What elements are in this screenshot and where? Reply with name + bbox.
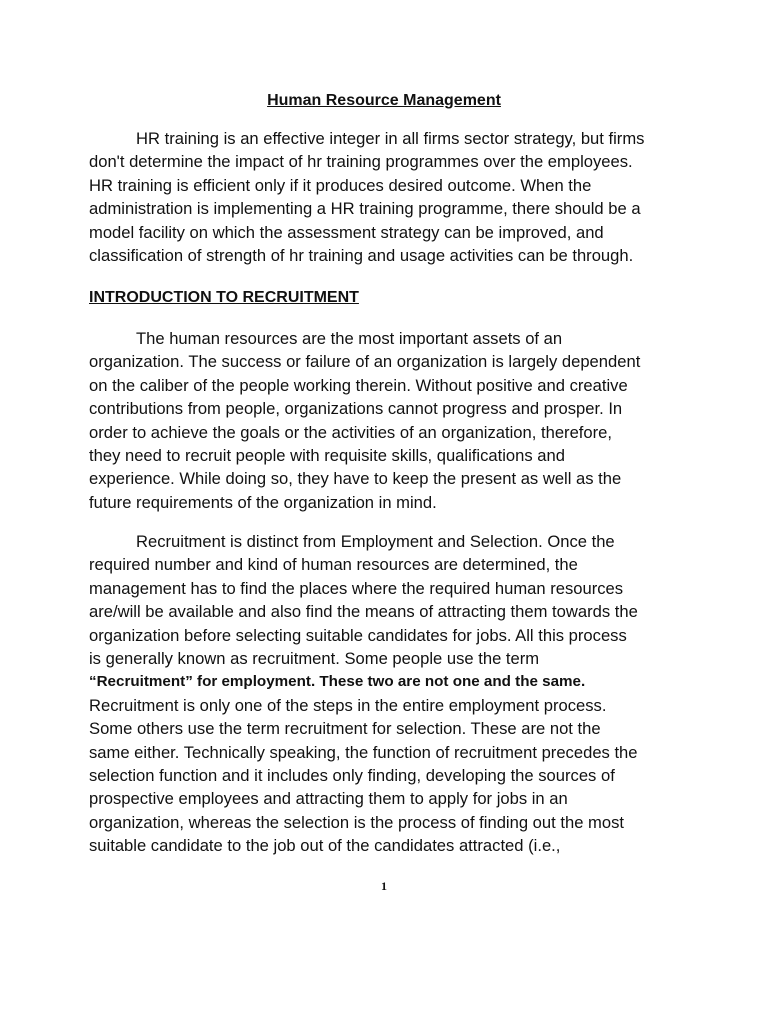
- paragraph-line: Some others use the term recruitment for selection. These are not the: [89, 719, 601, 739]
- paragraph-line: Recruitment is distinct from Employment and Selection. Once the: [136, 532, 615, 551]
- page-number: 1: [381, 879, 387, 893]
- paragraph-line: selection function and it includes only finding, developing the sources of: [89, 766, 615, 786]
- paragraph-line: experience. While doing so, they have to keep the present as well as the: [89, 469, 622, 489]
- paragraph-line: The human resources are the most important assets of an: [136, 329, 563, 348]
- paragraph-line: Recruitment is only one of the steps in the entire employment process.: [89, 695, 607, 715]
- paragraph-line: organization, whereas the selection is the process of finding out the most: [89, 812, 624, 832]
- paragraph-line: they need to recruit people with requisite skills, qualifications and: [89, 446, 565, 466]
- section-paragraph-1: [89, 327, 689, 514]
- paragraph-line: classification of strength of hr training and usage activities can be through.: [89, 246, 634, 266]
- paragraph-line: order to achieve the goals or the activities of an organization, therefore,: [89, 422, 613, 442]
- paragraph-line: don't determine the impact of hr training programmes over the employees.: [89, 152, 633, 172]
- paragraph-line: model facility on which the assessment strategy can be improved, and: [89, 222, 604, 242]
- paragraph-line: future requirements of the organization in mind.: [89, 492, 437, 512]
- paragraph-line: management has to find the places where the required human resources: [89, 578, 624, 598]
- paragraph-line: are/will be available and also find the means of attracting them towards the: [89, 602, 638, 622]
- paragraph-line: administration is implementing a HR training programme, there should be a: [89, 199, 641, 219]
- paragraph-line: HR training is an effective integer in all firms sector strategy, but firms: [136, 129, 645, 148]
- paragraph-line: HR training is efficient only if it produces desired outcome. When the: [89, 175, 592, 195]
- paragraph-line: organization before selecting suitable candidates for jobs. All this process: [89, 625, 627, 645]
- paragraph-line: is generally known as recruitment. Some people use the term: [89, 649, 540, 669]
- section-paragraph-2: [89, 530, 689, 858]
- section-heading: INTRODUCTION TO RECRUITMENT: [89, 289, 359, 306]
- paragraph-line: required number and kind of human resources are determined, the: [89, 555, 578, 575]
- paragraph-line: prospective employees and attracting them to apply for jobs in an: [89, 789, 568, 809]
- paragraph-line: organization. The success or failure of an organization is largely dependent: [89, 352, 641, 372]
- document-title: Human Resource Management: [267, 92, 501, 109]
- paragraph-line: contributions from people, organizations cannot progress and prosper. In: [89, 399, 623, 419]
- paragraph-line: suitable candidate to the job out of the candidates attracted (i.e.,: [89, 836, 561, 856]
- paragraph-line: on the caliber of the people working therein. Without positive and creative: [89, 375, 628, 395]
- paragraph-line: same either. Technically speaking, the function of recruitment precedes the: [89, 742, 638, 762]
- paragraph-line-bold: “Recruitment” for employment. These two are not one and the same.: [89, 673, 586, 691]
- intro-paragraph: [89, 127, 689, 267]
